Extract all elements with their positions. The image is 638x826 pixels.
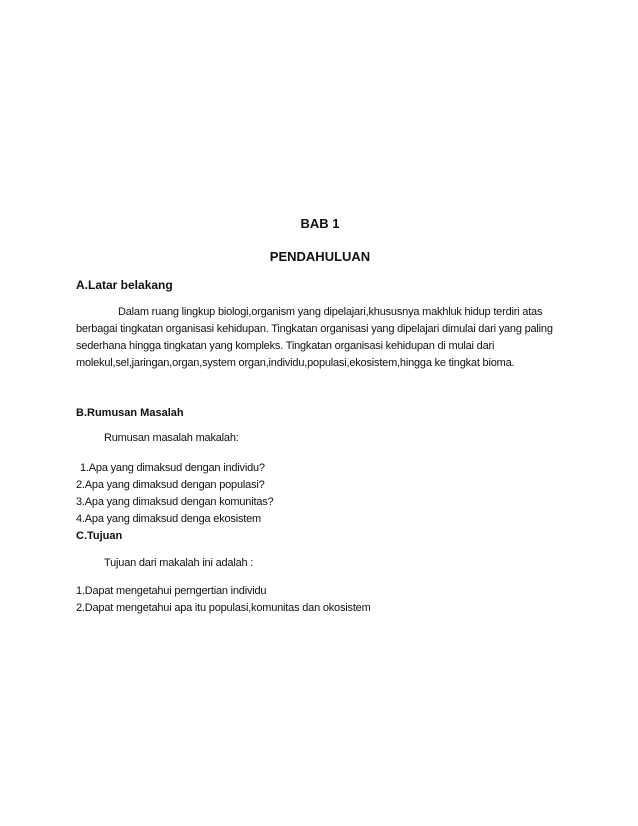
list-item: 1.Dapat mengetahui perngertian individu xyxy=(76,585,267,597)
paragraph-line: sederhana hingga tingkatan yang kompleks. Tingkatan organisasi kehidupan di mulai dari xyxy=(76,340,495,352)
list-item: 3.Apa yang dimaksud dengan komunitas? xyxy=(76,496,274,508)
section-heading-tujuan: C.Tujuan xyxy=(76,530,123,542)
paragraph-line: Dalam ruang lingkup biologi,organism yang dipelajari,khususnya makhluk hidup terdiri atas xyxy=(118,306,543,318)
list-item: 2.Dapat mengetahui apa itu populasi,komunitas dan okosistem xyxy=(76,602,371,614)
tujuan-intro xyxy=(76,555,566,572)
rumusan-masalah-list xyxy=(76,460,566,528)
section-heading-rumusan-masalah: B.Rumusan Masalah xyxy=(76,407,184,419)
list-item: 1.Apa yang dimaksud dengan individu? xyxy=(80,462,265,474)
chapter-heading: BAB 1 xyxy=(300,216,340,231)
section-heading-latar-belakang: A.Latar belakang xyxy=(76,278,173,292)
tujuan-list xyxy=(76,583,566,617)
paragraph-latar-belakang xyxy=(76,304,566,372)
intro-text: Rumusan masalah makalah: xyxy=(104,432,239,444)
intro-text: Tujuan dari makalah ini adalah : xyxy=(104,557,254,569)
chapter-title: PENDAHULUAN xyxy=(269,249,371,264)
list-item: 4.Apa yang dimaksud denga ekosistem xyxy=(76,513,262,525)
rumusan-masalah-intro xyxy=(76,430,566,447)
paragraph-line: berbagai tingkatan organisasi kehidupan. Tingkatan organisasi yang dipelajari dimulai dari yang paling xyxy=(76,323,553,335)
list-item: 2.Apa yang dimaksud dengan populasi? xyxy=(76,479,265,491)
paragraph-line: molekul,sel,jaringan,organ,system organ,individu,populasi,ekosistem,hingga ke tingkat bioma. xyxy=(76,357,515,369)
